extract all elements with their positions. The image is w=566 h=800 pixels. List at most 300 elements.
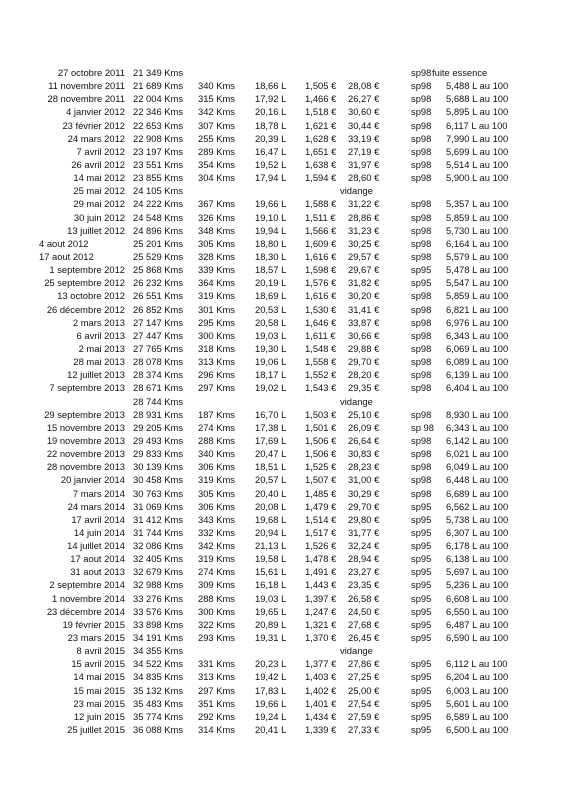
table-row	[0, 79, 566, 92]
date-cell: 24 mars 2014	[67, 500, 125, 512]
fuel-type-cell: sp95	[411, 684, 432, 696]
fuel-type-cell: sp98	[411, 119, 432, 131]
fuel-type-cell: sp98	[411, 290, 432, 302]
distance-cell: 343 Kms	[198, 513, 235, 525]
consumption-cell: 6,562 L au 100	[446, 500, 509, 512]
unit-price-cell: 1,507 €	[305, 474, 337, 486]
unit-price-cell: 1,609 €	[305, 237, 337, 249]
cost-cell: 31,77 €	[348, 526, 380, 538]
fuel-type-cell: sp95	[411, 277, 432, 289]
table-row	[0, 710, 566, 723]
distance-cell: 313 Kms	[198, 671, 235, 683]
litres-cell: 20,94 L	[255, 526, 287, 538]
cost-cell: 33,87 €	[348, 316, 380, 328]
distance-cell: 319 Kms	[198, 474, 235, 486]
date-cell: 15 mai 2015	[73, 684, 125, 696]
date-cell: 20 janvier 2014	[60, 474, 125, 486]
odometer-cell: 22 346 Kms	[133, 106, 184, 118]
odometer-cell: 34 355 Kms	[133, 645, 184, 657]
consumption-cell: 5,900 L au 100	[446, 172, 509, 184]
unit-price-cell: 1,247 €	[305, 605, 337, 617]
date-cell: 23 mars 2015	[67, 632, 125, 644]
date-cell: 2 mars 2013	[72, 316, 125, 328]
cost-cell: 28,86 €	[348, 211, 380, 223]
consumption-cell: 5,738 L au 100	[446, 513, 509, 525]
litres-cell: 20,08 L	[255, 500, 287, 512]
table-row	[0, 605, 566, 618]
odometer-cell: 24 105 Kms	[133, 185, 184, 197]
consumption-cell: 5,601 L au 100	[446, 697, 509, 709]
date-cell: 25 juillet 2015	[67, 724, 125, 736]
consumption-cell: 5,579 L au 100	[446, 250, 509, 262]
fuel-type-cell: sp98	[411, 461, 432, 473]
fuel-type-cell: sp98	[411, 172, 432, 184]
litres-cell: 16,70 L	[255, 408, 287, 420]
odometer-cell: 25 868 Kms	[133, 264, 184, 276]
table-row	[0, 395, 566, 408]
distance-cell: 340 Kms	[198, 80, 235, 92]
date-cell: 28 novembre 2011	[47, 93, 125, 105]
cost-cell: 26,45 €	[348, 632, 380, 644]
distance-cell: 313 Kms	[198, 356, 235, 368]
litres-cell: 19,03 L	[255, 592, 287, 604]
litres-cell: 20,23 L	[255, 658, 287, 670]
date-cell: 15 novembre 2013	[46, 421, 125, 433]
fuel-type-cell: sp98	[411, 158, 432, 170]
date-cell: 17 aout 2014	[70, 553, 125, 565]
cost-cell: 27,59 €	[348, 710, 380, 722]
distance-cell: 326 Kms	[198, 211, 235, 223]
date-cell: 13 octobre 2012	[57, 290, 125, 302]
distance-cell: 322 Kms	[198, 618, 235, 630]
litres-cell: 18,17 L	[255, 369, 287, 381]
litres-cell: 17,92 L	[255, 93, 287, 105]
distance-cell: 364 Kms	[198, 277, 235, 289]
fuel-type-cell: sp95	[411, 618, 432, 630]
unit-price-cell: 1,479 €	[305, 500, 337, 512]
table-row	[0, 421, 566, 434]
distance-cell: 274 Kms	[198, 421, 235, 433]
table-row	[0, 578, 566, 591]
consumption-cell: 5,357 L au 100	[446, 198, 509, 210]
unit-price-cell: 1,558 €	[305, 356, 337, 368]
unit-price-cell: 1,511 €	[305, 211, 336, 223]
consumption-cell: 6,049 L au 100	[446, 461, 509, 473]
fuel-type-cell: sp 98	[411, 421, 434, 433]
table-row	[0, 263, 566, 276]
fuel-type-cell: sp95	[411, 658, 432, 670]
table-row	[0, 460, 566, 473]
fuel-type-cell: sp98	[411, 106, 432, 118]
distance-cell: 300 Kms	[198, 605, 235, 617]
litres-cell: 15,61 L	[255, 566, 287, 578]
table-row	[0, 631, 566, 644]
cost-cell: 23,27 €	[348, 566, 380, 578]
cost-cell: 23,35 €	[348, 579, 380, 591]
litres-cell: 19,24 L	[255, 710, 287, 722]
table-row	[0, 119, 566, 132]
cost-cell: 29,35 €	[348, 382, 380, 394]
unit-price-cell: 1,370 €	[305, 632, 337, 644]
consumption-cell: 5,236 L au 100	[446, 579, 509, 591]
odometer-cell: 31 069 Kms	[133, 500, 184, 512]
fuel-type-cell: sp95	[411, 513, 432, 525]
date-cell: 26 avril 2012	[71, 158, 125, 170]
table-row	[0, 697, 566, 710]
odometer-cell: 28 374 Kms	[133, 369, 184, 381]
table-row	[0, 158, 566, 171]
litres-cell: 18,69 L	[255, 290, 287, 302]
odometer-cell: 31 744 Kms	[133, 526, 184, 538]
consumption-cell: 6,139 L au 100	[446, 369, 509, 381]
consumption-cell: 6,976 L au 100	[446, 316, 509, 328]
unit-price-cell: 1,402 €	[305, 684, 337, 696]
unit-price-cell: 1,506 €	[305, 434, 337, 446]
litres-cell: 20,16 L	[255, 106, 287, 118]
distance-cell: 293 Kms	[198, 632, 235, 644]
litres-cell: 17,38 L	[255, 421, 287, 433]
unit-price-cell: 1,616 €	[305, 250, 337, 262]
note-cell: vidange	[340, 395, 373, 407]
unit-price-cell: 1,621 €	[305, 119, 337, 131]
unit-price-cell: 1,646 €	[305, 316, 337, 328]
unit-price-cell: 1,503 €	[305, 408, 337, 420]
unit-price-cell: 1,339 €	[305, 724, 337, 736]
odometer-cell: 32 405 Kms	[133, 553, 184, 565]
table-row	[0, 355, 566, 368]
litres-cell: 18,80 L	[255, 237, 287, 249]
unit-price-cell: 1,506 €	[305, 448, 337, 460]
table-row	[0, 250, 566, 263]
date-cell: 28 mai 2013	[73, 356, 125, 368]
distance-cell: 301 Kms	[198, 303, 235, 315]
odometer-cell: 33 898 Kms	[133, 618, 184, 630]
fuel-type-cell: sp95	[411, 500, 432, 512]
unit-price-cell: 1,397 €	[305, 592, 337, 604]
odometer-cell: 27 765 Kms	[133, 342, 184, 354]
cost-cell: 29,70 €	[348, 500, 380, 512]
unit-price-cell: 1,401 €	[305, 697, 337, 709]
litres-cell: 18,66 L	[255, 80, 287, 92]
table-row	[0, 539, 566, 552]
cost-cell: 29,80 €	[348, 513, 380, 525]
fuel-type-cell: sp95	[411, 632, 432, 644]
unit-price-cell: 1,443 €	[305, 579, 337, 591]
consumption-cell: 7,990 L au 100	[446, 132, 509, 144]
cost-cell: 31,97 €	[348, 158, 380, 170]
litres-cell: 19,31 L	[255, 632, 287, 644]
unit-price-cell: 1,501 €	[305, 421, 337, 433]
unit-price-cell: 1,514 €	[305, 513, 337, 525]
date-cell: 14 mai 2015	[73, 671, 125, 683]
odometer-cell: 22 908 Kms	[133, 132, 184, 144]
table-row	[0, 197, 566, 210]
date-cell: 25 septembre 2012	[44, 277, 125, 289]
date-cell: 29 mai 2012	[73, 198, 125, 210]
date-cell: 30 juin 2012	[73, 211, 125, 223]
table-row	[0, 224, 566, 237]
cost-cell: 30,25 €	[348, 237, 380, 249]
consumption-cell: 6,142 L au 100	[446, 434, 509, 446]
date-cell: 15 avril 2015	[71, 658, 125, 670]
litres-cell: 19,58 L	[255, 553, 287, 565]
cost-cell: 28,20 €	[348, 369, 380, 381]
cost-cell: 31,23 €	[348, 224, 380, 236]
date-cell: 23 décembre 2014	[46, 605, 125, 617]
fuel-log-table	[0, 66, 566, 736]
cost-cell: 30,83 €	[348, 448, 380, 460]
distance-cell: 348 Kms	[198, 224, 235, 236]
distance-cell: 304 Kms	[198, 172, 235, 184]
odometer-cell: 32 679 Kms	[133, 566, 184, 578]
odometer-cell: 35 483 Kms	[133, 697, 184, 709]
fuel-type-cell: sp98	[411, 342, 432, 354]
table-row	[0, 211, 566, 224]
unit-price-cell: 1,628 €	[305, 132, 337, 144]
litres-cell: 19,02 L	[255, 382, 287, 394]
table-row	[0, 644, 566, 657]
unit-price-cell: 1,466 €	[305, 93, 337, 105]
distance-cell: 187 Kms	[198, 408, 235, 420]
litres-cell: 19,30 L	[255, 342, 287, 354]
fuel-type-cell: sp98	[411, 434, 432, 446]
odometer-cell: 22 653 Kms	[133, 119, 184, 131]
odometer-cell: 27 147 Kms	[133, 316, 184, 328]
table-row	[0, 145, 566, 158]
table-row	[0, 289, 566, 302]
fuel-type-cell: sp95	[411, 605, 432, 617]
unit-price-cell: 1,478 €	[305, 553, 337, 565]
consumption-cell: 5,730 L au 100	[446, 224, 509, 236]
consumption-cell: 6,021 L au 100	[446, 448, 509, 460]
fuel-type-cell: sp98	[411, 80, 432, 92]
table-row	[0, 657, 566, 670]
consumption-cell: 6,343 L au 100	[446, 329, 509, 341]
unit-price-cell: 1,530 €	[305, 303, 337, 315]
odometer-cell: 35 774 Kms	[133, 710, 184, 722]
litres-cell: 19,52 L	[255, 158, 287, 170]
litres-cell: 20,39 L	[255, 132, 287, 144]
unit-price-cell: 1,517 €	[305, 526, 337, 538]
fuel-type-cell: sp98	[411, 329, 432, 341]
odometer-cell: 32 086 Kms	[133, 540, 184, 552]
cost-cell: 26,09 €	[348, 421, 380, 433]
fuel-type-cell: sp95	[411, 697, 432, 709]
fuel-type-cell: sp98	[411, 250, 432, 262]
litres-cell: 20,57 L	[255, 474, 287, 486]
distance-cell: 274 Kms	[198, 566, 235, 578]
unit-price-cell: 1,491 €	[305, 566, 337, 578]
litres-cell: 20,89 L	[255, 618, 287, 630]
odometer-cell: 31 412 Kms	[133, 513, 184, 525]
distance-cell: 309 Kms	[198, 579, 235, 591]
odometer-cell: 21 349 Kms	[133, 67, 184, 78]
date-cell: 7 avril 2012	[76, 145, 125, 157]
litres-cell: 19,10 L	[255, 211, 287, 223]
cost-cell: 24,50 €	[348, 605, 380, 617]
unit-price-cell: 1,576 €	[305, 277, 337, 289]
odometer-cell: 28 078 Kms	[133, 356, 184, 368]
fuel-type-cell: sp98	[411, 356, 432, 368]
table-row	[0, 92, 566, 105]
litres-cell: 18,57 L	[255, 264, 287, 276]
odometer-cell: 23 197 Kms	[133, 145, 184, 157]
table-row	[0, 316, 566, 329]
fuel-type-cell: sp95	[411, 553, 432, 565]
consumption-cell: 6,117 L au 100	[446, 119, 508, 131]
table-row	[0, 473, 566, 486]
odometer-cell: 24 222 Kms	[133, 198, 184, 210]
date-cell: 14 juillet 2014	[67, 540, 125, 552]
table-row	[0, 368, 566, 381]
fuel-type-cell: sp98	[411, 408, 432, 420]
date-cell: 1 novembre 2014	[52, 592, 125, 604]
cost-cell: 28,08 €	[348, 80, 380, 92]
cost-cell: 29,88 €	[348, 342, 380, 354]
unit-price-cell: 1,651 €	[305, 145, 337, 157]
table-row	[0, 487, 566, 500]
date-cell: 4 janvier 2012	[66, 106, 125, 118]
odometer-cell: 29 205 Kms	[133, 421, 184, 433]
cost-cell: 27,68 €	[348, 618, 380, 630]
cost-cell: 25,00 €	[348, 684, 380, 696]
unit-price-cell: 1,598 €	[305, 264, 337, 276]
distance-cell: 319 Kms	[198, 290, 235, 302]
date-cell: 12 juillet 2013	[67, 369, 125, 381]
table-row	[0, 303, 566, 316]
fuel-type-cell: sp95	[411, 710, 432, 722]
date-cell: 8 avril 2015	[76, 645, 125, 657]
consumption-cell: 6,069 L au 100	[446, 342, 509, 354]
date-cell: 13 juillet 2012	[67, 224, 125, 236]
cost-cell: 27,54 €	[348, 697, 380, 709]
distance-cell: 340 Kms	[198, 448, 235, 460]
unit-price-cell: 1,566 €	[305, 224, 337, 236]
consumption-cell: 6,178 L au 100	[446, 540, 509, 552]
fuel-type-cell: sp98	[411, 382, 432, 394]
cost-cell: 29,57 €	[348, 250, 380, 262]
fuel-type-cell: sp98	[411, 211, 432, 223]
date-cell: 7 mars 2014	[72, 487, 125, 499]
fuel-type-cell: sp98	[411, 448, 432, 460]
distance-cell: 331 Kms	[198, 658, 235, 670]
date-cell: 24 mars 2012	[67, 132, 125, 144]
odometer-cell: 29 493 Kms	[133, 434, 184, 446]
cost-cell: 32,24 €	[348, 540, 380, 552]
litres-cell: 19,94 L	[255, 224, 287, 236]
unit-price-cell: 1,616 €	[305, 290, 337, 302]
table-row	[0, 105, 566, 118]
litres-cell: 20,47 L	[255, 448, 287, 460]
distance-cell: 339 Kms	[198, 264, 235, 276]
distance-cell: 297 Kms	[198, 382, 235, 394]
date-cell: 28 novembre 2013	[46, 461, 125, 473]
table-row	[0, 66, 566, 79]
table-row	[0, 342, 566, 355]
consumption-cell: 6,307 L au 100	[446, 526, 509, 538]
fuel-type-cell: sp95	[411, 264, 432, 276]
litres-cell: 20,40 L	[255, 487, 287, 499]
date-cell: 26 décembre 2012	[46, 303, 125, 315]
date-cell: 14 mai 2012	[73, 172, 125, 184]
odometer-cell: 32 988 Kms	[133, 579, 184, 591]
cost-cell: 31,00 €	[348, 474, 380, 486]
table-row	[0, 684, 566, 697]
cost-cell: 31,22 €	[348, 198, 380, 210]
unit-price-cell: 1,485 €	[305, 487, 337, 499]
odometer-cell: 27 447 Kms	[133, 329, 184, 341]
cost-cell: 28,94 €	[348, 553, 380, 565]
litres-cell: 19,06 L	[255, 356, 287, 368]
consumption-cell: 5,699 L au 100	[446, 145, 509, 157]
odometer-cell: 23 855 Kms	[133, 172, 184, 184]
distance-cell: 319 Kms	[198, 553, 235, 565]
odometer-cell: 26 852 Kms	[133, 303, 184, 315]
distance-cell: 288 Kms	[198, 592, 235, 604]
odometer-cell: 30 763 Kms	[133, 487, 184, 499]
distance-cell: 354 Kms	[198, 158, 235, 170]
litres-cell: 18,51 L	[255, 461, 287, 473]
date-cell: 31 aout 2013	[70, 566, 125, 578]
distance-cell: 255 Kms	[198, 132, 235, 144]
consumption-cell: 5,859 L au 100	[446, 211, 509, 223]
cost-cell: 30,29 €	[348, 487, 380, 499]
unit-price-cell: 1,377 €	[305, 658, 337, 670]
fuel-type-cell: sp98	[411, 93, 432, 105]
odometer-cell: 34 522 Kms	[133, 658, 184, 670]
distance-cell: 315 Kms	[198, 93, 235, 105]
fuel-type-cell: sp95	[411, 592, 432, 604]
litres-cell: 20,41 L	[255, 724, 287, 736]
date-cell: 17 avril 2014	[71, 513, 125, 525]
odometer-cell: 33 576 Kms	[133, 605, 184, 617]
distance-cell: 342 Kms	[198, 540, 235, 552]
table-row	[0, 723, 566, 736]
fuel-type-cell: sp98	[411, 316, 432, 328]
unit-price-cell: 1,518 €	[305, 106, 337, 118]
date-cell: 12 juin 2015	[73, 710, 125, 722]
unit-price-cell: 1,594 €	[305, 172, 337, 184]
odometer-cell: 25 201 Kms	[133, 237, 184, 249]
litres-cell: 17,94 L	[255, 172, 287, 184]
table-row	[0, 237, 566, 250]
distance-cell: 307 Kms	[198, 119, 235, 131]
fuel-type-cell: sp95	[411, 579, 432, 591]
cost-cell: 28,60 €	[348, 172, 380, 184]
odometer-cell: 22 004 Kms	[133, 93, 184, 105]
date-cell: 22 novembre 2013	[46, 448, 125, 460]
fuel-type-cell: sp98	[411, 237, 432, 249]
cost-cell: 30,44 €	[348, 119, 380, 131]
consumption-cell: 5,697 L au 100	[446, 566, 509, 578]
unit-price-cell: 1,525 €	[305, 461, 337, 473]
distance-cell: 288 Kms	[198, 434, 235, 446]
odometer-cell: 29 833 Kms	[133, 448, 184, 460]
odometer-cell: 24 548 Kms	[133, 211, 184, 223]
date-cell: 27 octobre 2011	[57, 67, 125, 78]
distance-cell: 292 Kms	[198, 710, 235, 722]
date-cell: 7 septembre 2013	[49, 382, 125, 394]
consumption-cell: 5,547 L au 100	[446, 277, 509, 289]
odometer-cell: 33 276 Kms	[133, 592, 184, 604]
consumption-cell: 6,589 L au 100	[446, 710, 509, 722]
litres-cell: 18,30 L	[255, 250, 287, 262]
odometer-cell: 28 744 Kms	[133, 395, 184, 407]
table-row	[0, 500, 566, 513]
consumption-cell: 6,089 L au 100	[446, 356, 509, 368]
fuel-type-cell: sp95	[411, 671, 432, 683]
unit-price-cell: 1,403 €	[305, 671, 337, 683]
